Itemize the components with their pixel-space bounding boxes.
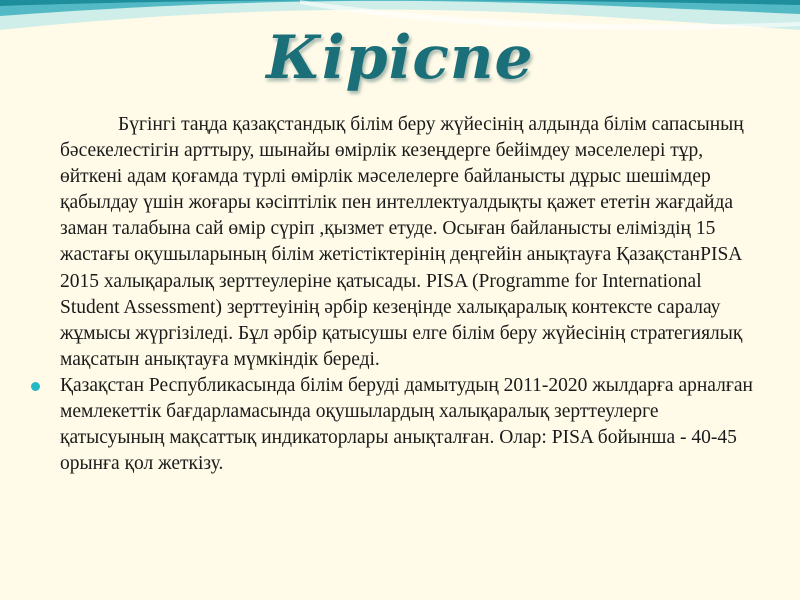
intro-paragraph: Бүгінгі таңда қазақстандық білім беру жүйесінің алдында білім сапасының бәсекелестігін арттыру, шынайы өмірлік кезеңдерге бейімдеу мәселелері тұр, өйткені адам қоғамда түрлі өмірлік мәселелерге байланысты дұрыс шешімдер қабылдау үшін жоғары кәсіптілік пен интеллектуалдықты қажет ететін жағдайда заман талабына сай өмір сүріп ,қызмет етуде. Осыған байланысты еліміздің 15 жастағы оқушыларының білім жетістіктерінің деңгейін анықтауға ҚазақстанPISA 2015 халықаралық зерттеулеріне қатысады. PISA (Programme for International Student Assessment) зерттеуінің әрбір кезеңінде халықаралық контексте саралау жұмысы жүргізіледі. Бұл әрбір қатысушы елге білім беру жүйесінің стратегиялық мақсатын анықтауға мүмкіндік береді. xyxy=(60,114,744,370)
bullet-item xyxy=(60,373,760,477)
slide-title: Кіріспе xyxy=(266,23,534,93)
bullet-text: Қазақстан Республикасында білім беруді дамытудың 2011-2020 жылдарға арналған мемлекеттік бағдарламасында оқушылардың халықаралық зерттеулерге қатысуының мақсаттық индикаторлары анықталған. Олар: PISA бойынша - 40-45 орынға қол жеткізу. xyxy=(60,374,753,475)
slide-body xyxy=(60,112,760,477)
bullet-dot-icon xyxy=(31,382,40,391)
